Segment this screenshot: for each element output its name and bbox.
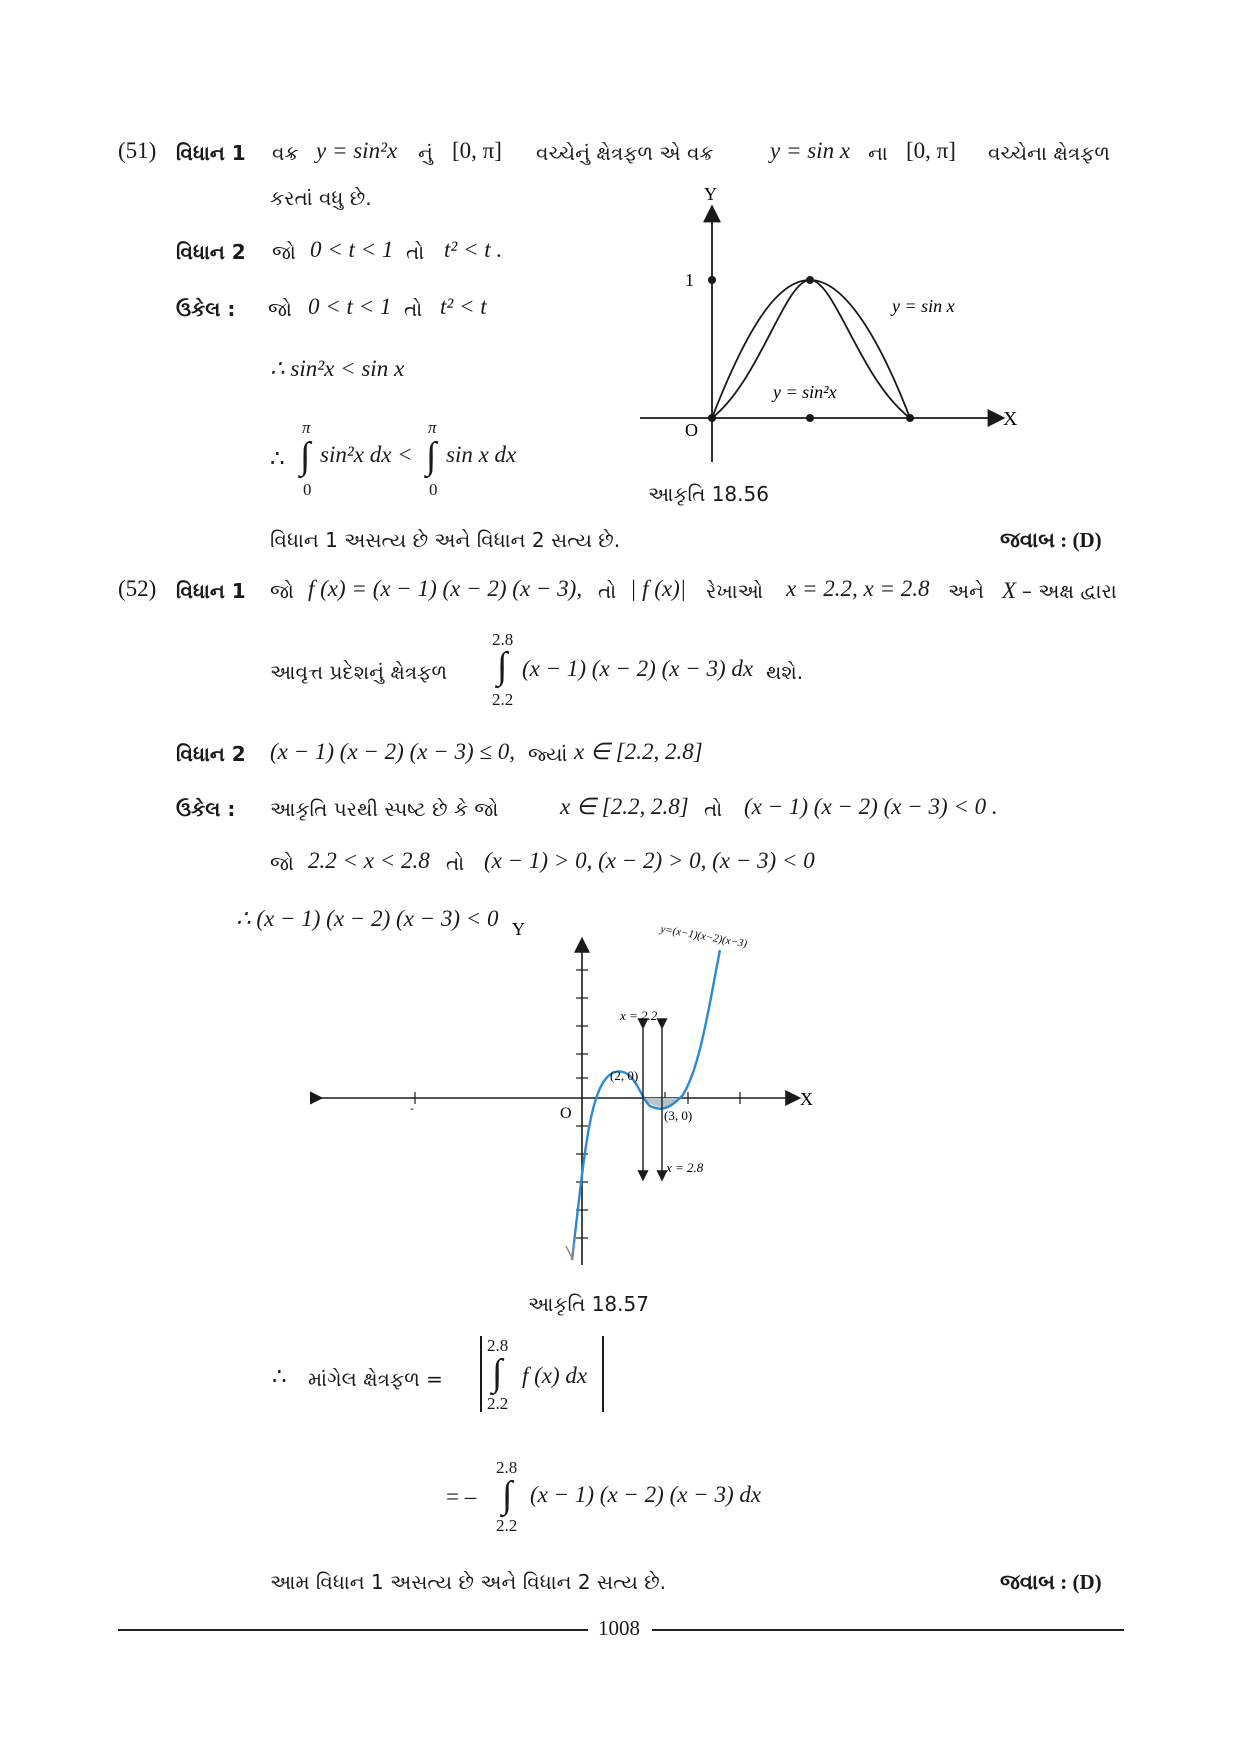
q52-answer: જવાબ : (D) — [1000, 1570, 1102, 1594]
q52-solution-label: ઉકેલ : — [176, 797, 236, 821]
fig2-neg-tick: - — [410, 1101, 414, 1115]
q52-int-lower: 2.2 — [492, 690, 514, 709]
q51-int1-integrand: sin²x dx < — [320, 442, 413, 467]
q52-statement1-line2-a: આવૃત્ત પ્રદેશનું ક્ષેત્રફળ — [270, 660, 448, 684]
q51-statement2-jo: જો — [272, 240, 296, 264]
q52-statement1-axis: X — [1002, 578, 1017, 603]
fig1-x-label: X — [1003, 408, 1018, 430]
q51-step3-therefore: ∴ — [270, 446, 285, 471]
q52-statement1-text-b: – અક્ષ દ્વારા — [1022, 579, 1117, 603]
q51-statement1-math-b: y = sin x — [770, 138, 851, 163]
q52-statement1-lines: x = 2.2, x = 2.8 — [786, 576, 930, 601]
fig1-y-label: Y — [704, 184, 717, 204]
fig1-origin: O — [685, 420, 698, 440]
figure-18-57-caption: આકૃતિ 18.57 — [528, 1292, 649, 1316]
q52-area-therefore: ∴ — [272, 1364, 287, 1389]
q52-statement2-math: (x − 1) (x − 2) (x − 3) ≤ 0, — [270, 739, 516, 764]
q51-int2-integrand: sin x dx — [446, 442, 517, 467]
fig1-y-tick: 1 — [685, 270, 694, 290]
q51-solution-result: t² < t — [440, 294, 487, 319]
q52-statement1-function: f (x) = (x − 1) (x − 2) (x − 3), — [308, 576, 583, 601]
q51-solution-to: તો — [404, 297, 423, 321]
q51-int1-upper: π — [302, 418, 311, 437]
q51-answer: જવાબ : (D) — [1000, 528, 1102, 552]
q51-statement2-result: t² < t . — [444, 237, 503, 262]
q52-area-eq2: = – — [446, 1484, 477, 1509]
abs-bar-right — [602, 1336, 604, 1412]
q52-solution-to: તો — [704, 797, 723, 821]
fig2-origin: O — [560, 1105, 572, 1122]
q51-solution-jo: જો — [268, 297, 292, 321]
abs-bar-left — [480, 1336, 482, 1412]
q52-solution-result: (x − 1) (x − 2) (x − 3) < 0 . — [744, 794, 998, 819]
fig2-curve-label: y=(x−1)(x−2)(x−3) — [659, 923, 748, 951]
q52-area2-integrand: (x − 1) (x − 2) (x − 3) dx — [530, 1482, 762, 1507]
q51-solution-condition: 0 < t < 1 — [308, 294, 392, 319]
q52-solution2-jo: જો — [270, 851, 294, 875]
footer-rule-right — [652, 1629, 1124, 1631]
figure-18-56 — [640, 180, 1060, 470]
q51-int2-lower: 0 — [429, 480, 438, 499]
fig2-label-2-2: x = 2.2 — [620, 1008, 658, 1023]
fig2-point-2-0: (2, 0) — [610, 1068, 639, 1083]
q52-area-label: માંગેલ ક્ષેત્રફળ = — [308, 1367, 443, 1391]
q52-int-sign: ∫ — [497, 645, 508, 687]
q51-number: (51) — [118, 138, 157, 163]
origin-point — [708, 414, 716, 422]
q52-statement1-jo: જો — [270, 579, 294, 603]
q51-int2-sign: ∫ — [426, 435, 437, 477]
q52-statement2-text: જ્યાં — [528, 742, 568, 766]
q52-area2-int-sign: ∫ — [502, 1474, 513, 1516]
q52-solution3: ∴ (x − 1) (x − 2) (x − 3) < 0 — [236, 906, 499, 931]
q52-statement1-label: વિધાન 1 — [176, 579, 246, 603]
y1-point — [708, 276, 716, 284]
q52-area-integrand: f (x) dx — [522, 1363, 588, 1388]
q52-solution2-result: (x − 1) > 0, (x − 2) > 0, (x − 3) < 0 — [484, 848, 815, 873]
fig1-sin-label: y = sin x — [892, 296, 955, 316]
q51-statement1-text-c: વચ્ચેનું ક્ષેત્રફળ એ વક્ર — [536, 141, 714, 165]
q52-solution2-to: તો — [446, 851, 465, 875]
q52-conclusion: આમ વિધાન 1 અસત્ય છે અને વિધાન 2 સત્ય છે. — [270, 1570, 667, 1594]
q52-statement1-to: તો — [598, 579, 617, 603]
q52-statement1-abs: | f (x)| — [630, 576, 687, 601]
q51-statement2-condition: 0 < t < 1 — [310, 237, 394, 262]
fig2-point-3-0: (3, 0) — [664, 1108, 693, 1123]
q52-int-upper: 2.8 — [492, 630, 514, 649]
q52-area-lower: 2.2 — [487, 1394, 509, 1413]
q51-statement1-text-b: નું — [418, 141, 433, 165]
q52-solution2-condition: 2.2 < x < 2.8 — [308, 848, 430, 873]
q51-conclusion: વિધાન 1 અસત્ય છે અને વિધાન 2 સત્ય છે. — [270, 528, 621, 552]
q51-statement1-line2: કરતાં વધુ છે. — [270, 186, 372, 210]
q52-area-upper: 2.8 — [487, 1336, 509, 1355]
q52-area2-upper: 2.8 — [496, 1458, 518, 1477]
q51-statement1-text-d: ના — [868, 141, 888, 165]
peak-point — [806, 276, 814, 284]
figure-18-57 — [310, 920, 840, 1280]
q52-statement1-text-a: રેખાઓ — [706, 579, 764, 603]
footer-rule-left — [118, 1629, 588, 1631]
q51-statement1-text-a: વક્ર — [272, 141, 299, 165]
q52-statement1-ane: અને — [948, 579, 984, 603]
q51-statement1-interval-a: [0, π] — [452, 138, 502, 163]
q52-solution-domain: x ∈ [2.2, 2.8] — [560, 794, 689, 819]
q51-statement1-math-a: y = sin²x — [316, 138, 398, 163]
q52-area-int-sign: ∫ — [492, 1352, 503, 1394]
q51-statement1-interval-b: [0, π] — [906, 138, 956, 163]
pi-point — [906, 414, 914, 422]
page-number: 1008 — [598, 1616, 640, 1640]
q51-statement1-text-e: વચ્ચેના ક્ષેત્રફળ — [988, 141, 1111, 165]
mid-point — [806, 414, 814, 422]
fig2-x-label: X — [800, 1089, 813, 1109]
q51-int1-sign: ∫ — [300, 435, 311, 477]
q51-statement2-label: વિધાન 2 — [176, 240, 246, 264]
fig2-label-2-8: x = 2.8 — [666, 1160, 704, 1175]
figure-18-56-caption: આકૃતિ 18.56 — [648, 482, 769, 506]
q52-statement2-domain: x ∈ [2.2, 2.8] — [574, 739, 703, 764]
q52-statement1-line2-b: થશે. — [766, 660, 804, 684]
q52-statement1-integrand: (x − 1) (x − 2) (x − 3) dx — [522, 656, 754, 681]
fig1-sin2-label: y = sin²x — [773, 382, 837, 402]
q52-area2-lower: 2.2 — [496, 1516, 518, 1535]
q52-solution-text: આકૃતિ પરથી સ્પષ્ટ છે કે જો — [270, 797, 499, 821]
q51-solution-step2: ∴ sin²x < sin x — [270, 356, 405, 381]
q51-int2-upper: π — [428, 418, 437, 437]
cubic-curve — [572, 950, 720, 1260]
q52-number: (52) — [118, 576, 157, 601]
q52-statement2-label: વિધાન 2 — [176, 742, 246, 766]
q51-solution-label: ઉકેલ : — [176, 297, 236, 321]
q51-statement2-to: તો — [406, 240, 425, 264]
fig2-y-label: Y — [512, 920, 525, 939]
q51-statement1-label: વિધાન 1 — [176, 141, 246, 165]
q51-int1-lower: 0 — [303, 480, 312, 499]
